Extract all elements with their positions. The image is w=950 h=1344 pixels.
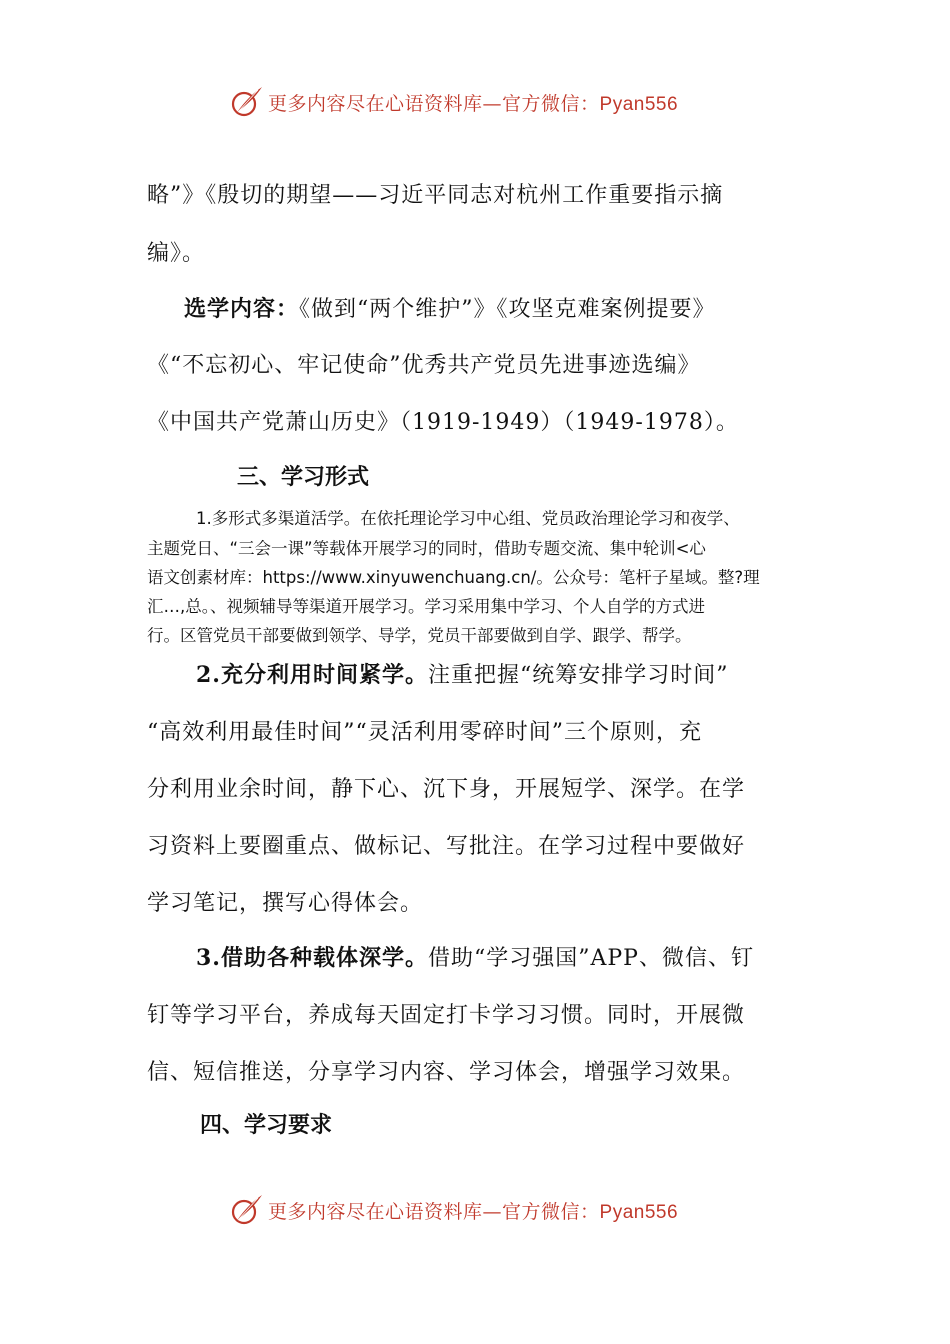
section-heading: 三、学习形式 — [237, 465, 370, 490]
body-line: 信、短信推送，分享学习内容、学习体会，增强学习效果。 — [147, 1060, 746, 1085]
quill-logo-icon — [228, 84, 264, 120]
small-text-line: 1.多形式多渠道活学。在依托理论学习中心组、党员政治理论学习和夜学、 — [196, 509, 740, 528]
item-line: 2.充分利用时间紧学。注重把握“统筹安排学习时间” — [196, 662, 729, 688]
body-line: 《中国共产党萧山历史》（1919-1949）（1949-1978）。 — [147, 410, 739, 435]
body-line: 《“不忘初心、牢记使命”优秀共产党员先进事迹选编》 — [147, 353, 701, 378]
optional-reading-label: 选学内容： — [184, 296, 300, 322]
body-line: 学习笔记，撰写心得体会。 — [147, 891, 424, 916]
banner-text: 更多内容尽在心语资料库—官方微信：Pyan556 — [268, 92, 679, 115]
quill-logo-icon — [228, 1192, 264, 1228]
item-label: 2.充分利用时间紧学。 — [196, 662, 428, 688]
body-line: 编》。 — [147, 241, 206, 266]
body-line: 分利用业余时间，静下心、沉下身，开展短学、深学。在学 — [147, 777, 746, 802]
small-text-line: 语文创素材库：https://www.xinyuwenchuang.cn/。公众号：笔杆子星域。整?理 — [147, 568, 760, 587]
optional-reading-line: 选学内容：《做到“两个维护”》《攻坚克难案例提要》 — [184, 296, 716, 322]
body-line: 略”》《殷切的期望——习近平同志对杭州工作重要指示摘 — [147, 183, 724, 208]
header-banner — [228, 82, 678, 122]
item-label: 3.借助各种载体深学。 — [196, 945, 428, 971]
footer-banner — [228, 1190, 678, 1230]
small-text-line: 行。区管党员干部要做到领学、导学，党员干部要做到自学、跟学、帮学。 — [147, 626, 692, 645]
small-text-line: 主题党日、“三会一课”等载体开展学习的同时，借助专题交流、集中轮训<心 — [147, 539, 706, 558]
body-line: 钉等学习平台，养成每天固定打卡学习习惯。同时，开展微 — [147, 1003, 746, 1028]
small-text-line: 汇…,总。、视频辅导等渠道开展学习。学习采用集中学习、个人自学的方式进 — [147, 597, 705, 616]
wechat-id: Pyan556 — [599, 1201, 679, 1223]
item-line: 3.借助各种载体深学。借助“学习强国”APP、微信、钉 — [196, 945, 754, 971]
body-line: 习资料上要圈重点、做标记、写批注。在学习过程中要做好 — [147, 834, 746, 859]
section-heading: 四、学习要求 — [200, 1113, 333, 1138]
wechat-id: Pyan556 — [599, 93, 679, 115]
body-line: “高效利用最佳时间”“灵活利用零碎时间”三个原则，充 — [147, 720, 702, 745]
banner-text: 更多内容尽在心语资料库—官方微信：Pyan556 — [268, 1200, 679, 1223]
